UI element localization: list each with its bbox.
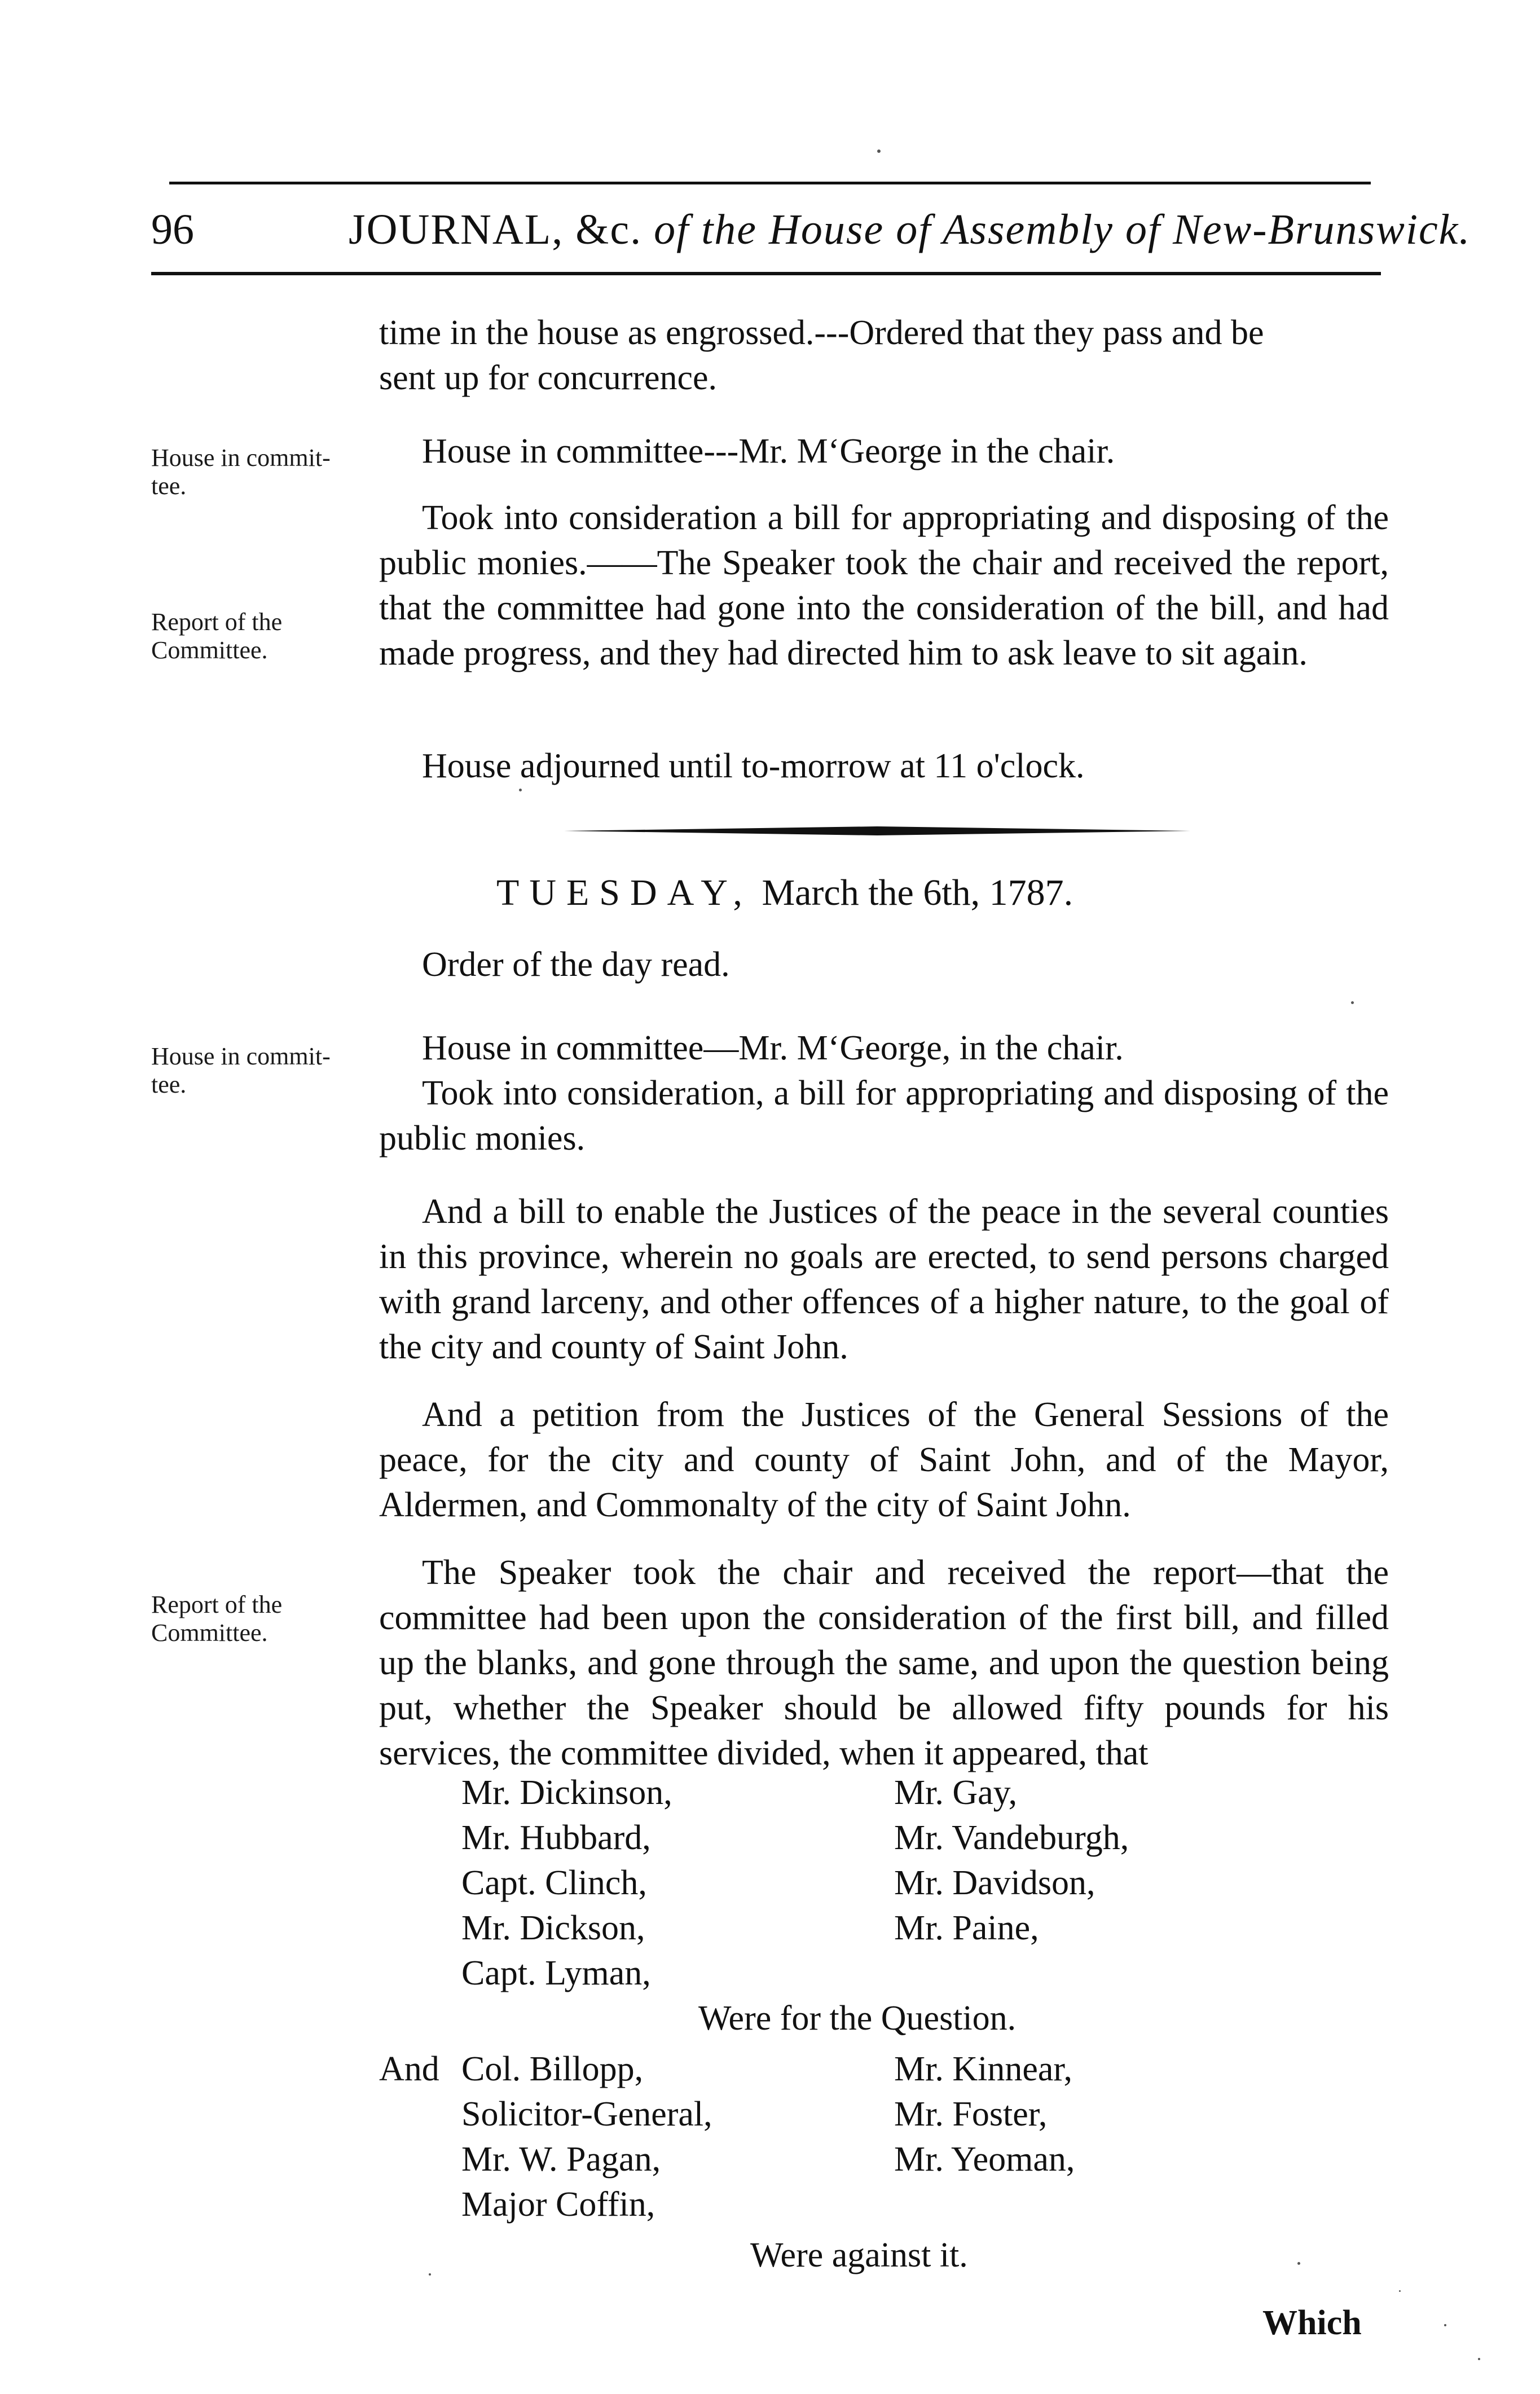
vote-for-left-4: Mr. Dickson, (461, 1909, 645, 1947)
vote-for-left-3: Capt. Clinch, (461, 1864, 647, 1902)
vote-against-left-4: Major Coffin, (461, 2185, 655, 2224)
vote-for-right-4: Mr. Paine, (894, 1909, 1039, 1947)
vote-against-right-1: Mr. Kinnear, (894, 2050, 1073, 2088)
day-date: March the 6th, 1787. (762, 872, 1073, 913)
votes-for-summary: Were for the Question. (698, 1999, 1017, 2037)
margin-note-house-in-committee: House in commit-tee. (151, 444, 331, 500)
continuation-line-1: time in the house as engrossed.---Ordered that they pass and be (379, 314, 1264, 352)
continuation-line-2: sent up for concurrence. (379, 359, 718, 397)
catchword: Which (1262, 2304, 1362, 2342)
house-in-committee-entry-2: House in committee—Mr. M‘George, in the chair. (422, 1029, 1124, 1067)
speaker-report-entry: The Speaker took the chair and received the report—that the committee had been upon the consideration of the first bill, and filled up the blanks, and gone through the same, and upon the question being put, whether the Speaker should be allowed fifty pounds for his services, the committee divided, when it appeared, that (379, 1554, 1389, 1772)
scan-speck (1444, 2324, 1446, 2326)
margin-note-report-of-committee-2: Report of the Committee. (151, 1591, 283, 1647)
day-name: TUESDAY, (496, 872, 753, 913)
margin-note-house-in-committee-2: House in commit-tee. (151, 1042, 331, 1098)
vote-against-left-2: Solicitor-General, (461, 2095, 712, 2133)
vote-against-left-1: Col. Billopp, (461, 2050, 644, 2088)
running-title: JOURNAL, &c. of the House of Assembly of New-Brunswick. (349, 206, 1471, 253)
house-in-committee-entry: House in committee---Mr. M‘George in the chair. (422, 432, 1115, 470)
scan-speck (429, 2273, 431, 2276)
petition-entry: And a petition from the Justices of the General Sessions of the peace, for the city and county of Saint John, and of the Mayor, Aldermen, and Commonalty of the city of Saint John. (379, 1396, 1389, 1524)
votes-against-summary: Were against it. (750, 2236, 968, 2274)
margin-note-report-of-committee: Report of the Committee. (151, 608, 283, 664)
vote-against-right-3: Mr. Yeoman, (894, 2140, 1075, 2179)
section-divider (564, 825, 1190, 837)
scan-speck (1399, 2290, 1401, 2292)
votes-against-prefix: And (379, 2050, 439, 2088)
vote-for-right-1: Mr. Gay, (894, 1774, 1018, 1812)
vote-against-right-2: Mr. Foster, (894, 2095, 1048, 2133)
page-number: 96 (151, 206, 194, 253)
vote-against-left-3: Mr. W. Pagan, (461, 2140, 661, 2179)
scan-speck (1478, 2358, 1480, 2360)
vote-for-right-2: Mr. Vandeburgh, (894, 1819, 1129, 1857)
vote-for-right-3: Mr. Davidson, (894, 1864, 1095, 1902)
vote-for-left-1: Mr. Dickinson, (461, 1774, 672, 1812)
consideration-entry-2: Took into consideration, a bill for appropriating and disposing of the public monies. (379, 1074, 1389, 1158)
order-of-day-entry: Order of the day read. (422, 945, 730, 984)
adjournment-entry: House adjourned until to-morrow at 11 o'clock. (422, 747, 1085, 785)
scan-speck (1351, 1001, 1354, 1004)
scan-speck (877, 149, 881, 153)
vote-for-left-5: Capt. Lyman, (461, 1954, 651, 1992)
vote-for-left-2: Mr. Hubbard, (461, 1819, 651, 1857)
day-heading (496, 868, 1073, 918)
consideration-entry: Took into consideration a bill for appropriating and disposing of the public monies.——The Speaker took the chair and received the report, that the committee had gone into the consideration of the bill, and had made progress, and they had directed him to ask leave to sit again. (379, 499, 1389, 672)
scan-speck (1297, 2262, 1300, 2265)
header-rule-top (169, 182, 1371, 184)
header-rule-bottom (151, 272, 1381, 275)
justices-bill-entry: And a bill to enable the Justices of the peace in the several counties in this province, wherein no goals are erected, to send persons charged with grand larceny, and other offences of a higher nature, to the goal of the city and county of Saint John. (379, 1192, 1389, 1366)
scan-speck (519, 789, 522, 791)
page-header (151, 199, 1471, 261)
